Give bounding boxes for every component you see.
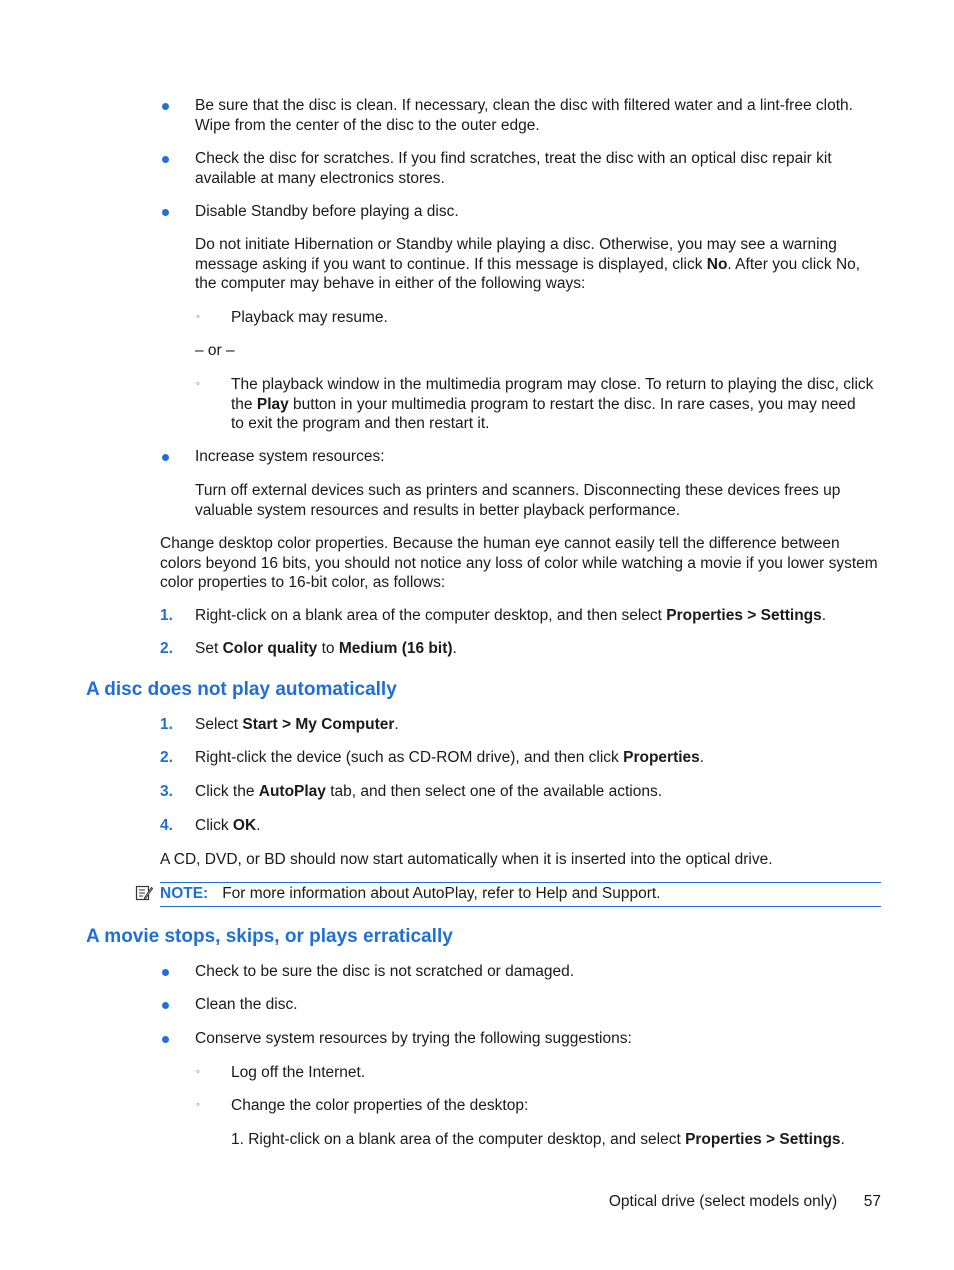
bullet-icon [162,1002,169,1009]
sub-item-change-color: Change the color properties of the desktop: [231,1097,529,1114]
note-bottom-rule [160,906,881,907]
note-box [160,884,660,904]
step-right-click: Right-click on a blank area of the computer desktop, and then select Properties > Settings. [195,607,827,624]
step-number: 2. [160,749,173,766]
bullet-item-standby: Disable Standby before playing a disc. [195,203,459,220]
bullet-icon [162,103,169,110]
note-text: For more information about AutoPlay, refer to Help and Support. [222,885,661,902]
step-click-ok: Click OK. [195,817,261,834]
footer-title: Optical drive (select models only) [608,1193,838,1210]
bullet-item-clean: Clean the disc. [195,996,298,1013]
paragraph-hibernation: Do not initiate Hibernation or Standby while playing a disc. Otherwise, you may see a warning message asking if you want to continue. If this message is displayed, click No. After you click No, the computer may behave in either of the following ways: [195,236,861,292]
step-set-color-quality: Set Color quality to Medium (16 bit). [195,640,457,657]
sub-step-right-click: 1. Right-click on a blank area of the computer desktop, and select Properties > Settings. [231,1131,845,1148]
step-right-click-device: Right-click the device (such as CD-ROM drive), and then click Properties. [195,749,705,766]
sub-bullet-icon: ◦ [196,1099,200,1111]
section-heading-autoplay: A disc does not play automatically [86,679,397,700]
note-icon [135,884,153,907]
bullet-item-scratches: Check the disc for scratches. If you find scratches, treat the disc with an optical disc repair kit available at many electronics stores. [195,150,832,187]
section-heading-movie-stops: A movie stops, skips, or plays erratically [86,926,453,947]
bullet-icon [162,209,169,216]
or-separator: – or – [195,342,235,359]
step-number: 3. [160,783,173,800]
bullet-item-conserve: Conserve system resources by trying the following suggestions: [195,1030,632,1047]
bullet-icon [162,969,169,976]
step-number: 1. [160,716,173,733]
step-number: 4. [160,817,173,834]
sub-bullet-icon: ◦ [196,378,200,390]
page-footer [609,1192,881,1212]
sub-bullet-icon: ◦ [196,1066,200,1078]
bullet-icon [162,156,169,163]
bullet-item-clean-disc: Be sure that the disc is clean. If necessary, clean the disc with filtered water and a lint-free cloth. Wipe from the center of the disc to the outer edge. [195,97,853,134]
step-autoplay-tab: Click the AutoPlay tab, and then select one of the available actions. [195,783,663,800]
sub-item-resume: Playback may resume. [231,309,388,326]
bullet-item-check-scratched: Check to be sure the disc is not scratched or damaged. [195,963,575,980]
bullet-icon [162,454,169,461]
sub-bullet-icon: ◦ [196,311,200,323]
paragraph-autostart: A CD, DVD, or BD should now start automatically when it is inserted into the optical drive. [160,851,773,868]
step-number: 2. [160,640,173,657]
bullet-item-resources: Increase system resources: [195,448,385,465]
page-number: 57 [863,1193,881,1210]
sub-item-playback-close: The playback window in the multimedia program may close. To return to playing the disc, click the Play button in your multimedia program to restart the disc. In rare cases, you may need to exit the program and then restart it. [231,376,874,432]
sub-item-log-off: Log off the Internet. [231,1064,366,1081]
bullet-icon [162,1036,169,1043]
paragraph-color-properties: Change desktop color properties. Because the human eye cannot easily tell the difference between colors beyond 16 bits, you should not notice any loss of color while watching a movie if you lower system color properties to 16-bit color, as follows: [160,535,878,591]
step-number: 1. [160,607,173,624]
note-label: NOTE: [160,885,209,902]
note-top-rule [160,882,881,883]
step-select-my-computer: Select Start > My Computer. [195,716,399,733]
paragraph-external-devices: Turn off external devices such as printers and scanners. Disconnecting these devices frees up valuable system resources and results in better playback performance. [195,482,841,519]
